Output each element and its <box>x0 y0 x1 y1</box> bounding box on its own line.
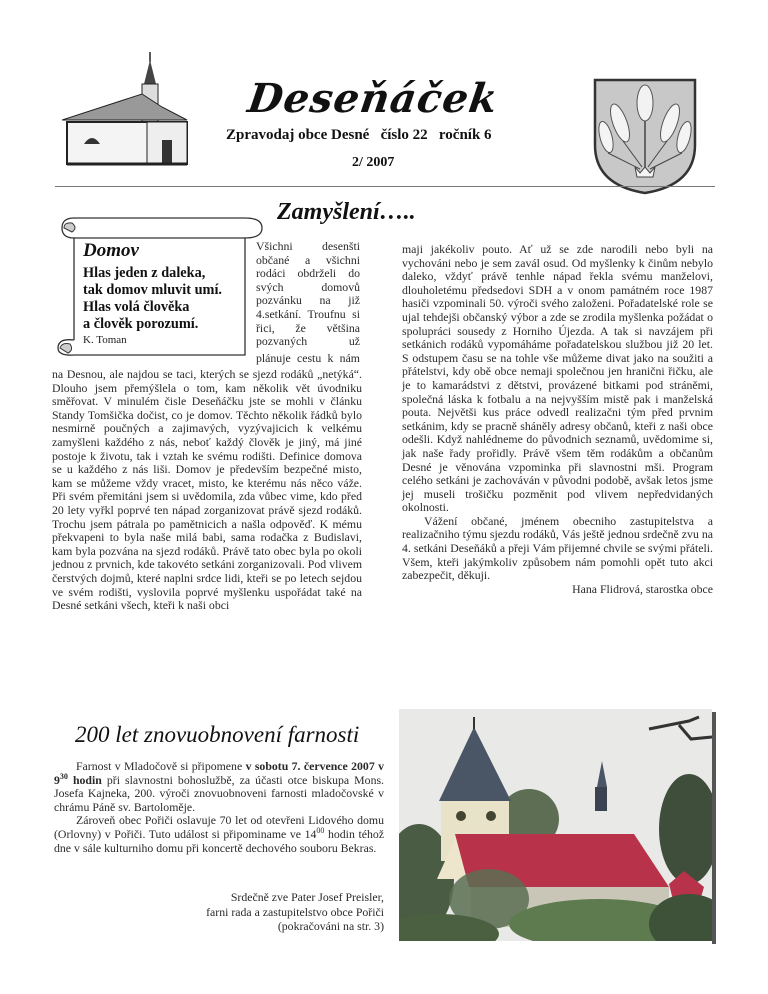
poem-line: Hlas jeden z daleka, <box>83 265 206 281</box>
poem-line: a člověk porozumí. <box>83 316 199 332</box>
article-signature: Hana Flidrová, starostka obce <box>572 581 713 596</box>
article-paragraph: Vážení občané, jménem obecniho zastupitelstva a realizačniho týmu sjezdu rodáků, Vás ještě jednou srdečně zvu na 4. setkáni Deseňáků a přeji Vám přijemné chvile se svými přáteli. Všem, kteři jakýmkoliv způsobem nám pomohli opět tuto akci zabezpečit, děkuji. <box>402 513 713 583</box>
header-divider <box>55 186 715 187</box>
event-date: v sobotu 7. července 2007 v 9 <box>54 759 384 787</box>
poem-line: Hlas volá člověka <box>83 299 190 315</box>
article-body-right <box>402 243 713 596</box>
text-run: při slavnostni bohoslužbě, za účasti otce biskupa Mons. Josefa Kajneka, 200. výroči znovuobnoveni farnosti mladočovské v chrámu Páně sv. Bartoloměje. <box>54 772 385 814</box>
article-intro-narrow: Všichni desenšti občané a všichni rodáci obdrželi do svých domovů pozvánku na již 4.setkání. Troufnu si řici, že většina pozvaných už <box>256 239 360 349</box>
poem <box>83 240 253 347</box>
farnost-heading: 200 let znovuobnovení farnosti <box>75 722 360 747</box>
text-run: hodin <box>67 772 102 787</box>
church-logo-icon <box>62 52 192 182</box>
farnost-body <box>54 760 384 855</box>
poem-title: Domov <box>83 240 139 261</box>
text-run: hodin téhož dne v sále kulturniho domu při koncertě dechového souboru Bekras. <box>54 826 384 855</box>
signature-line: (pokračováni na str. 3) <box>277 919 384 933</box>
farnost-signature <box>160 890 384 934</box>
text-run: Farnost v Mladočově si připomene <box>76 759 246 773</box>
poem-author: K. Toman <box>83 334 127 346</box>
signature-line: Srdečně zve Pater Josef Preisler, <box>230 890 384 904</box>
coat-of-arms-icon <box>590 75 700 195</box>
photo-edge <box>712 712 716 944</box>
article-intro-last-line: plánuje cestu k nám <box>256 351 360 365</box>
poem-line: tak domov mluvit umí. <box>83 282 223 298</box>
time-minutes: 00 <box>316 826 325 836</box>
church-photo <box>399 709 712 941</box>
text-run: Zároveň obec Pořiči oslavuje 70 let od otevřeni Lidového domu (Orlovny) v Pořiči. Tuto událost si připominame ve 14 <box>54 813 384 841</box>
time-minutes: 30 <box>59 771 68 781</box>
farnost-paragraph <box>54 814 384 855</box>
farnost-paragraph <box>54 760 384 814</box>
article-paragraph: maji jakékoliv pouto. Ať už se zde narodili nebo byli na vychováni nebo je sem zavál osud. Od myšlenky k činům nebylo daleko, vždyť právě tenhle nápad řekla svému manželovi, dlouholetému předsedovi SDH a v onom památném roce 1987 hasiči vzpominali 50. výroči svého založeni. Pořadatelské role se ujal tehdejši občanský výbor a zde se zrodila myšlenka požádat o spolupráci sousedy z Horniho Újezda. A tak si navzájem při setkánich rodáků vypomáháme pořadatelskou službou již 20 let. S odstupem času se na tohle vše můžeme divat jako na soužiti a přátelstvi, kdy obě obce nemaji společnou jen hranični řičku, ale je to kamarádstvi z dětstvi, provázené bitkami pod stráněmi, společná láska k fotbalu a na nejvyšším mistě pak i manželská pouta. Největši kus práce odvedl realizačni tým před prvnim setkánim, kdy se pracně sháněly adresy občanů, kteři z naši obce odešli. Když nahlédneme do původnich seznamů, uvědomime si, jak naše řady prořidly. Právě všem těm rodákům a občanům Desné je věnována vzpominka při slavnostni mši. Program celého setkáni je zachováván v původni podobě, avšak letos jsme jej museli trošičku pozměnit pod vlivem nepředvidaných okolnosti. <box>402 242 713 515</box>
masthead-issue: 2/ 2007 <box>352 155 395 170</box>
masthead-title: Deseňáček <box>244 75 502 122</box>
article-body-left: na Desnou, ale najdou se taci, kterých se sjezd rodáků „netýká“. Dlouho jsem přemýšlela o tom, kam několik vět úvodniku směřovat. V minulém čisle Deseňáčku jste se mohli v článku Standy Tomšička dočist, co je domov. Těchto několik řádků bylo nesmirně poučných a zajimavých, vyzývajicich k velkému zamyšleni každého z nás, neboť každý člověk je jiný, má jiné postoje k životu, tak i vztah ke svému rodišti. Definice domova se u každého z nás liši. Domov je především bezpečné misto, kam se můžeme vždy vracet, misto, ke kterému nás něco váže. Při svém přemitáni jsem si uvědomila, zda vůbec vime, kdo před 20 lety vyřkl poprvé ten nápad zorganizovat právě sjezd rodáků. Trochu jsem pátrala po pamětnicich a našla odpověď. K mému překvapeni to byla naše milá babi, sama rodačka z Budislavi, kam byla pozvána na sjezd rodáků. Právě tato obec byla po okoli jednou z prvnich, kde takovéto setkáni zorganizovali. Pod vlivem čerstvých dojmů, které naplni srdce lidi, kteři se po letech sejdou ve svém rodišti, vyslovila poprvé myšlenku uspořádat také na Desné setkáni všech, kteři k naši obci <box>52 367 362 613</box>
masthead-subtitle: Zpravodaj obce Desné číslo 22 ročník 6 <box>226 127 492 143</box>
section-heading: Zamyšlení….. <box>277 199 416 225</box>
signature-line: farni rada a zastupitelstvo obce Pořiči <box>206 904 384 919</box>
